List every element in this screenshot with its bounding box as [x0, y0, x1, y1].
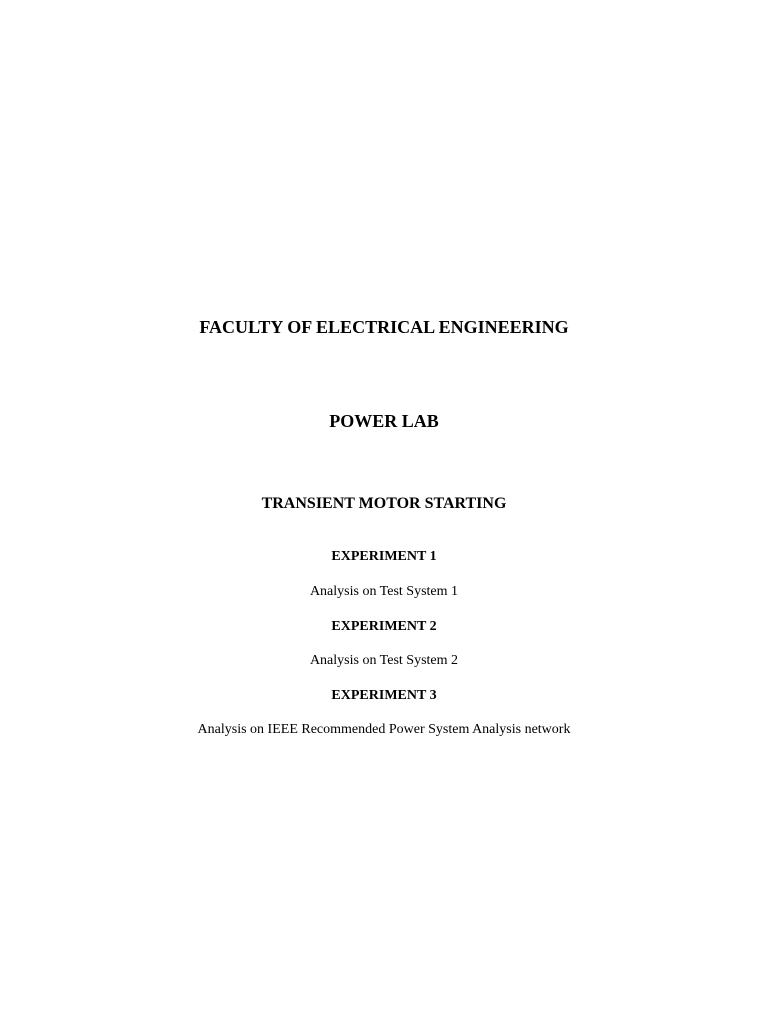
experiment-3-title: EXPERIMENT 3 — [331, 688, 437, 703]
experiment-1-title: EXPERIMENT 1 — [331, 549, 437, 564]
experiment-2-title: EXPERIMENT 2 — [331, 619, 437, 634]
lab-heading: POWER LAB — [329, 411, 439, 431]
faculty-heading: FACULTY OF ELECTRICAL ENGINEERING — [199, 317, 569, 337]
experiment-2-description: Analysis on Test System 2 — [309, 653, 459, 668]
experiment-3-description: Analysis on IEEE Recommended Power System Analysis network — [197, 722, 571, 737]
subject-heading: TRANSIENT MOTOR STARTING — [261, 495, 507, 512]
experiment-1-description: Analysis on Test System 1 — [309, 584, 459, 599]
